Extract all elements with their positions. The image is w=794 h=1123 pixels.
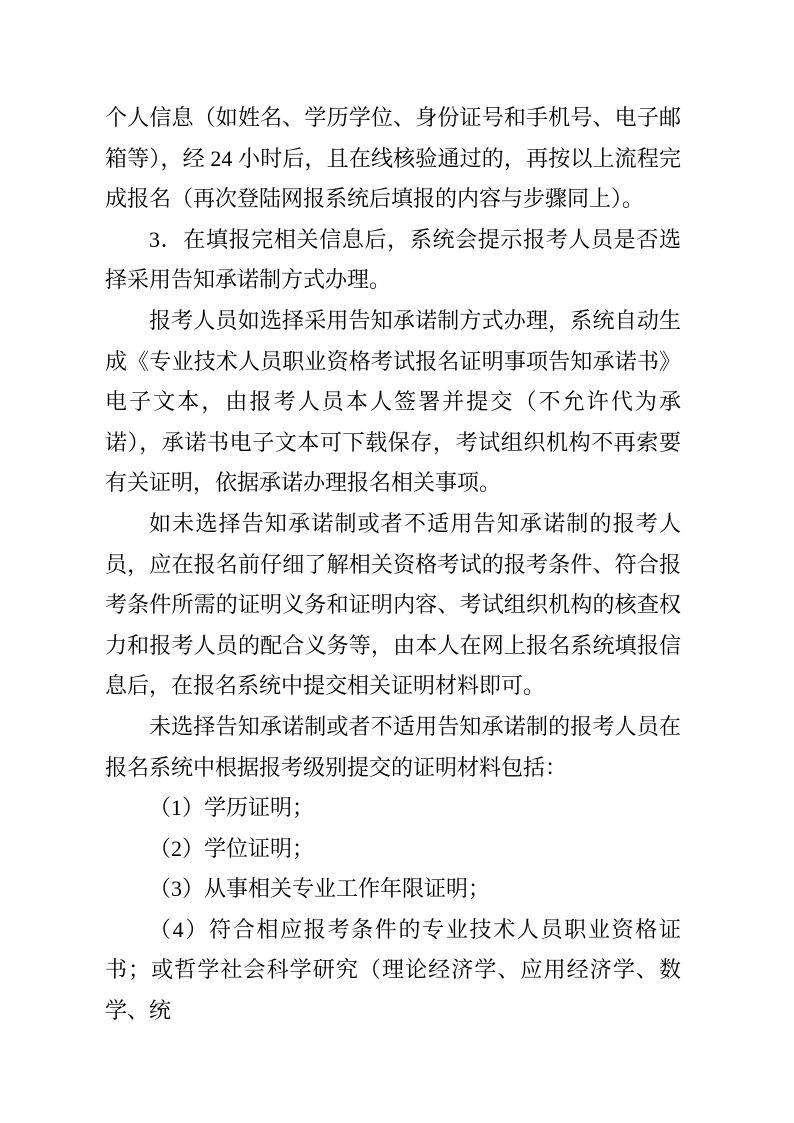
list-item-2-degree-cert: （2）学位证明； [149,835,315,861]
document-body-text [105,98,681,1032]
paragraph-continued-personal-info: 个人信息（如姓名、学历学位、身份证号和手机号、电子邮箱等），经 24 小时后，且在线核验通过的，再按以上流程完成报名（再次登陆网报系统后填报的内容与步骤同上）。 [105,105,681,212]
paragraph-commitment-selected: 报考人员如选择采用告知承诺制方式办理，系统自动生成《专业技术人员职业资格考试报名证明事项告知承诺书》电子文本，由报考人员本人签署并提交（不允许代为承诺），承诺书电子文本可下载保存，考试组织机构不再索要有关证明，依据承诺办理报名相关事项。 [105,307,681,496]
list-item-1-education-cert: （1）学历证明； [149,795,315,821]
list-item-3-work-years-cert: （3）从事相关专业工作年限证明； [149,876,491,902]
paragraph-step-3: 3．在填报完相关信息后，系统会提示报考人员是否选择采用告知承诺制方式办理。 [105,226,681,293]
list-item-4-qualification-cert: （4）符合相应报考条件的专业技术人员职业资格证书；或哲学社会科学研究（理论经济学、应用经济学、数学、统 [105,916,681,1024]
paragraph-materials-intro: 未选择告知承诺制或者不适用告知承诺制的报考人员在报名系统中根据报考级别提交的证明材料包括： [105,713,681,780]
paragraph-commitment-not-selected: 如未选择告知承诺制或者不适用告知承诺制的报考人员，应在报名前仔细了解相关资格考试的报考条件、符合报考条件所需的证明义务和证明内容、考试组织机构的核查权力和报考人员的配合义务等，由本人在网上报名系统填报信息后，在报名系统中提交相关证明材料即可。 [105,510,681,699]
